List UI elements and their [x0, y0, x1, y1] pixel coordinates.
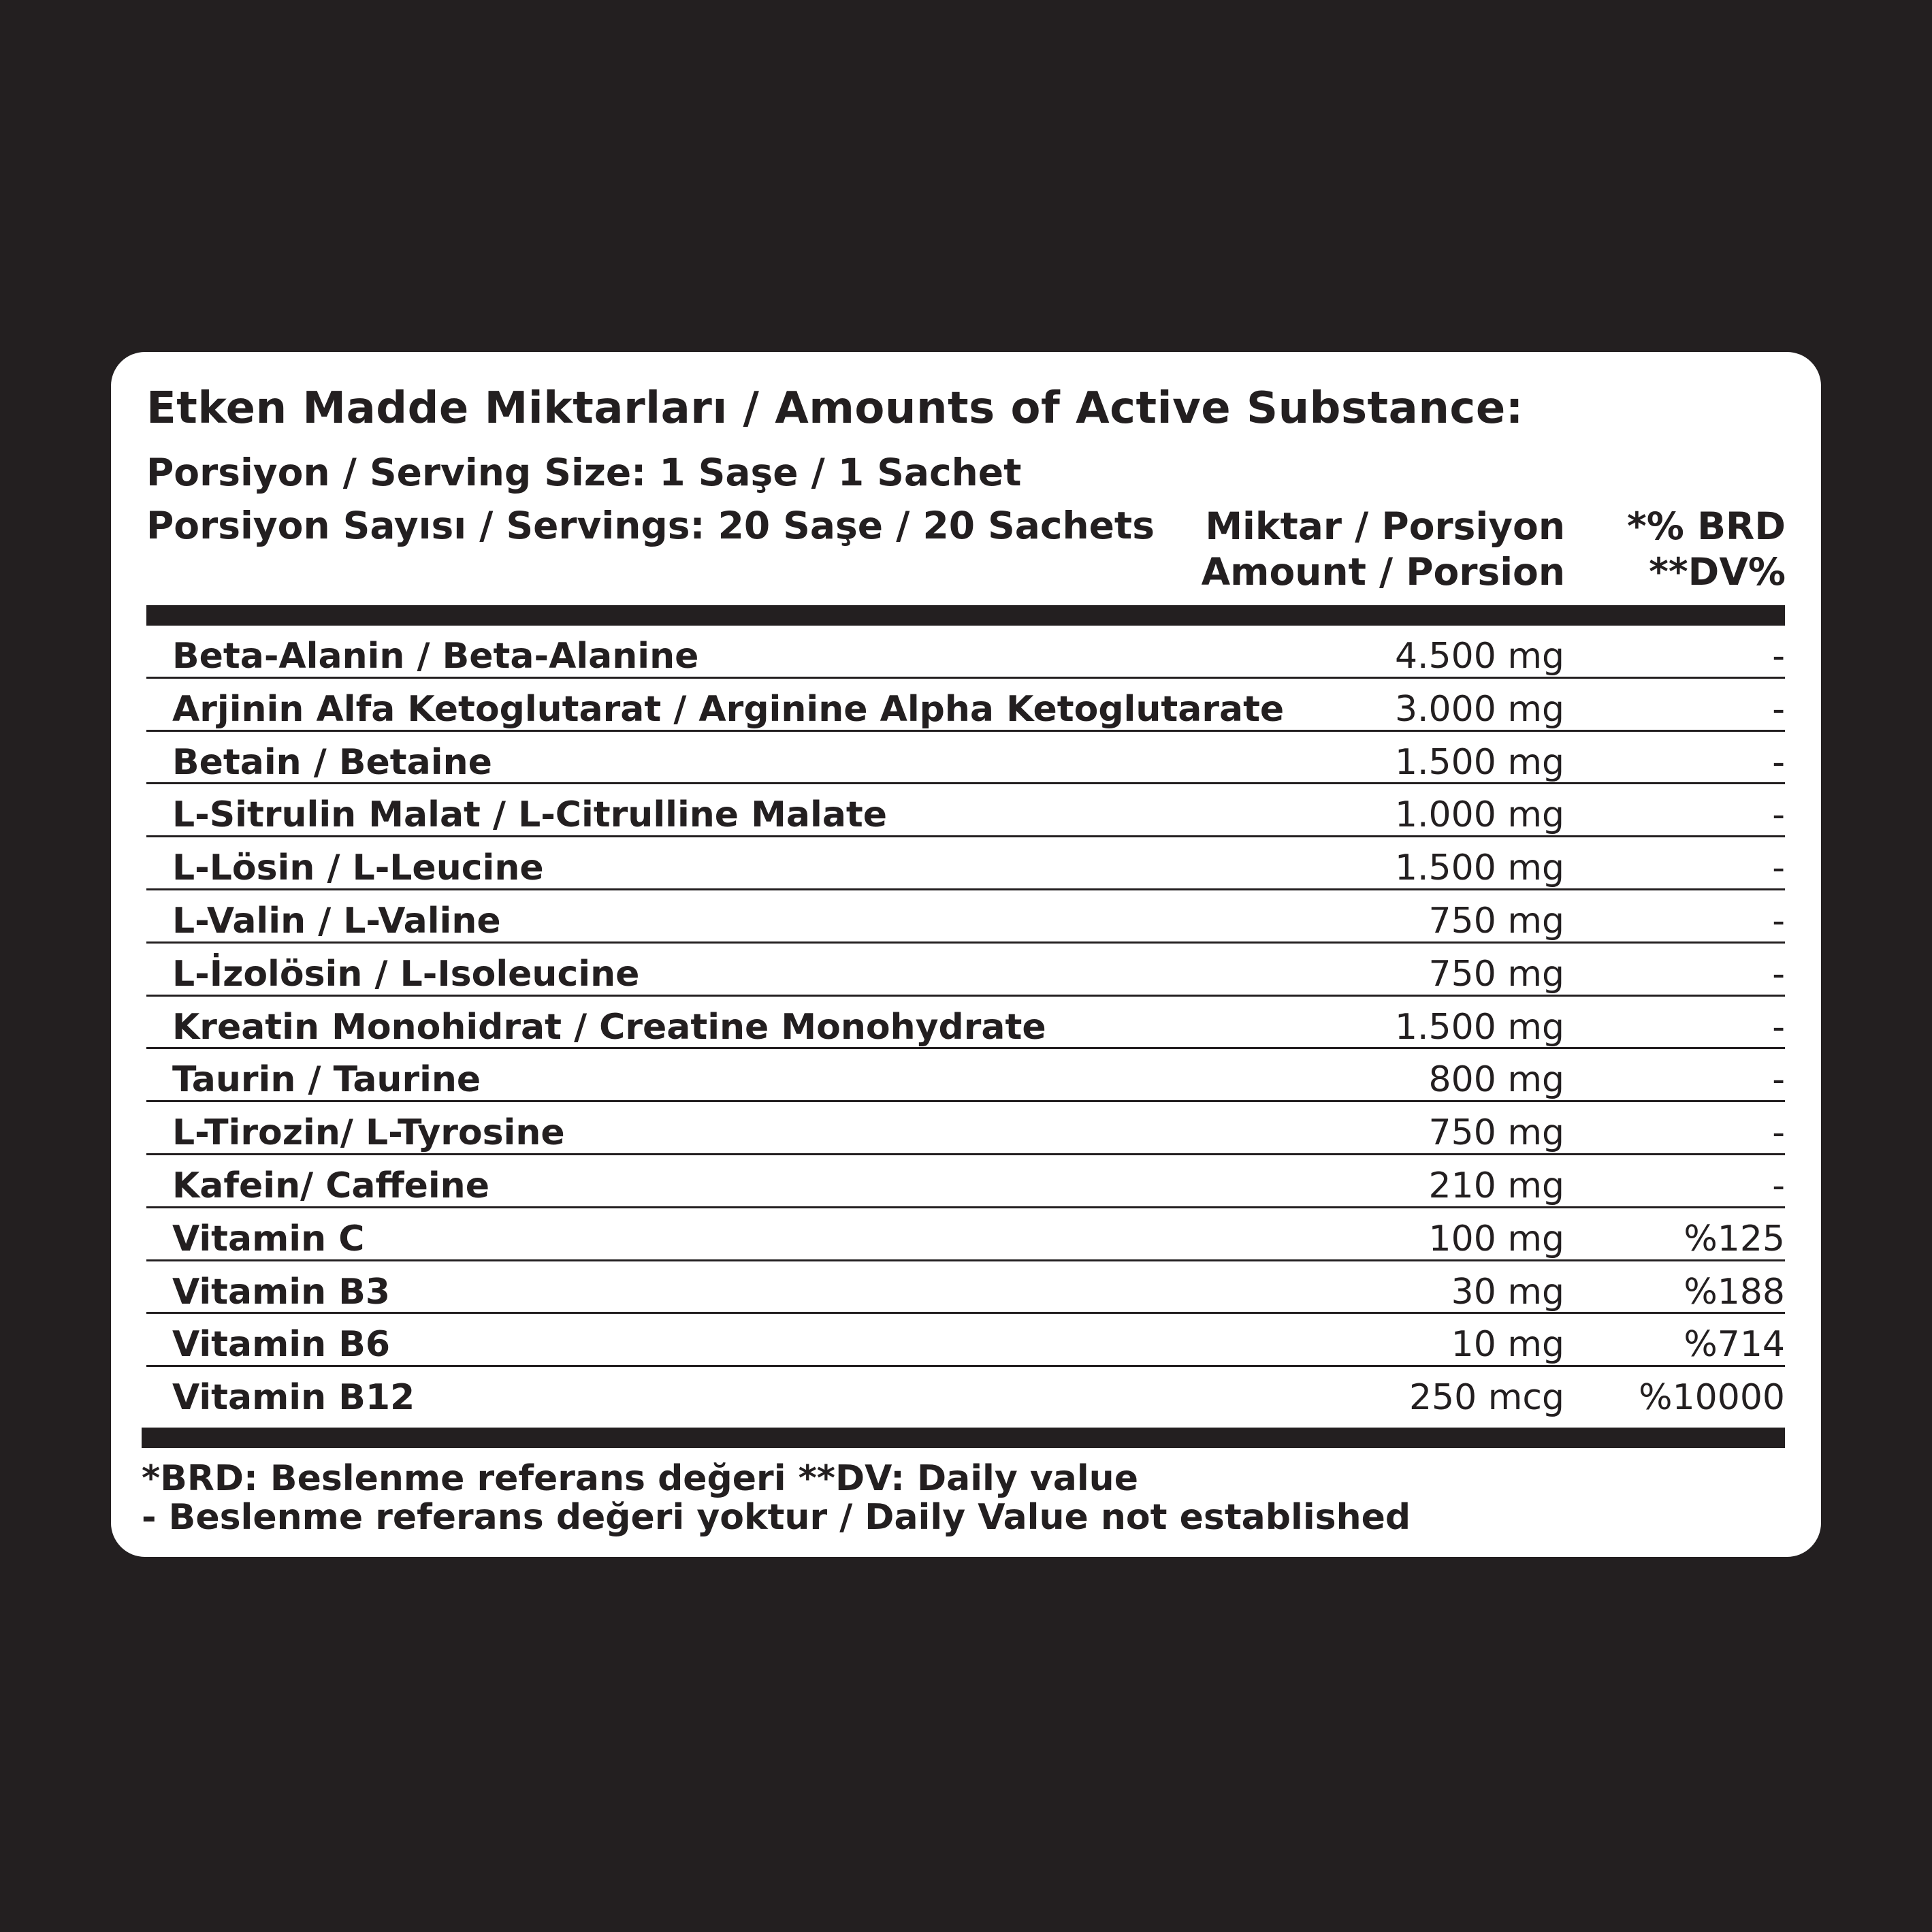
ingredient-table	[146, 626, 1785, 1420]
table-row	[146, 1208, 1785, 1261]
ingredient-amount: 800 mg	[1428, 1059, 1564, 1101]
serving-size: Porsiyon / Serving Size: 1 Saşe / 1 Sachet	[146, 451, 1022, 494]
ingredient-name: Beta-Alanin / Beta-Alanine	[172, 636, 699, 677]
dv-header-line2: **DV%	[1649, 550, 1786, 594]
table-row	[146, 626, 1785, 679]
dv-header-line1: *% BRD	[1627, 504, 1786, 548]
amount-header-line2: Amount / Porsion	[1201, 550, 1565, 594]
footnote-brd: *BRD: Beslenme referans değeri **DV: Daily value	[142, 1458, 1138, 1499]
ingredient-amount: 750 mg	[1428, 953, 1564, 995]
label-title: Etken Madde Miktarları / Amounts of Active Substance:	[146, 383, 1524, 434]
ingredient-name: Vitamin C	[172, 1218, 365, 1259]
ingredient-amount: 30 mg	[1451, 1271, 1564, 1313]
ingredient-dv: -	[1772, 636, 1785, 677]
ingredient-amount: 1.000 mg	[1394, 794, 1564, 836]
table-row	[146, 732, 1785, 785]
ingredient-name: L-İzolösin / L-Isoleucine	[172, 953, 640, 995]
ingredient-dv: %125	[1684, 1218, 1785, 1259]
table-row	[146, 679, 1785, 732]
table-row	[146, 1155, 1785, 1208]
ingredient-dv: -	[1772, 688, 1785, 730]
ingredient-amount: 250 mcg	[1408, 1377, 1564, 1419]
ingredient-amount: 750 mg	[1428, 1112, 1564, 1154]
ingredient-dv: -	[1772, 741, 1785, 783]
ingredient-name: L-Valin / L-Valine	[172, 900, 501, 941]
amount-header-line1: Miktar / Porsiyon	[1205, 504, 1565, 548]
ingredient-amount: 1.500 mg	[1394, 741, 1564, 783]
ingredient-amount: 3.000 mg	[1394, 688, 1564, 730]
ingredient-amount: 1.500 mg	[1394, 1006, 1564, 1048]
dv-column-header	[1627, 504, 1786, 595]
ingredient-name: Kreatin Monohidrat / Creatine Monohydrate	[172, 1006, 1046, 1048]
ingredient-amount: 100 mg	[1428, 1218, 1564, 1259]
table-row	[146, 890, 1785, 944]
ingredient-name: Taurin / Taurine	[172, 1059, 481, 1101]
table-row	[146, 1367, 1785, 1420]
header-divider	[146, 605, 1785, 626]
ingredient-name: L-Sitrulin Malat / L-Citrulline Malate	[172, 794, 888, 836]
nutrition-label	[111, 352, 1821, 1557]
table-row	[146, 1261, 1785, 1315]
ingredient-dv: -	[1772, 1006, 1785, 1048]
ingredient-name: Vitamin B12	[172, 1377, 415, 1419]
ingredient-name: L-Lösin / L-Leucine	[172, 848, 544, 889]
ingredient-dv: -	[1772, 1059, 1785, 1101]
ingredient-dv: %714	[1684, 1324, 1785, 1366]
ingredient-name: Arjinin Alfa Ketoglutarat / Arginine Alpha Ketoglutarate	[172, 688, 1285, 730]
ingredient-name: L-Tirozin/ L-Tyrosine	[172, 1112, 565, 1154]
ingredient-dv: -	[1772, 848, 1785, 889]
ingredient-amount: 1.500 mg	[1394, 848, 1564, 889]
footnote-not-established: - Beslenme referans değeri yoktur / Daily Value not established	[142, 1497, 1411, 1538]
table-row	[146, 944, 1785, 997]
ingredient-name: Betain / Betaine	[172, 741, 492, 783]
table-row	[146, 837, 1785, 890]
ingredient-name: Kafein/ Caffeine	[172, 1165, 489, 1206]
table-row	[146, 784, 1785, 837]
ingredient-dv: -	[1772, 1165, 1785, 1206]
table-row	[146, 1102, 1785, 1155]
ingredient-name: Vitamin B3	[172, 1271, 391, 1313]
ingredient-dv: -	[1772, 953, 1785, 995]
ingredient-amount: 10 mg	[1451, 1324, 1564, 1366]
ingredient-amount: 4.500 mg	[1394, 636, 1564, 677]
table-row	[146, 1049, 1785, 1102]
table-row	[146, 1314, 1785, 1367]
ingredient-amount: 210 mg	[1428, 1165, 1564, 1206]
ingredient-name: Vitamin B6	[172, 1324, 391, 1366]
ingredient-dv: -	[1772, 900, 1785, 941]
amount-column-header	[1202, 504, 1565, 595]
ingredient-dv: -	[1772, 1112, 1785, 1154]
ingredient-dv: %10000	[1639, 1377, 1785, 1419]
footer-divider	[142, 1428, 1785, 1448]
table-row	[146, 997, 1785, 1050]
servings-count: Porsiyon Sayısı / Servings: 20 Saşe / 20 Sachets	[146, 504, 1155, 547]
ingredient-dv: %188	[1684, 1271, 1785, 1313]
ingredient-dv: -	[1772, 794, 1785, 836]
ingredient-amount: 750 mg	[1428, 900, 1564, 941]
